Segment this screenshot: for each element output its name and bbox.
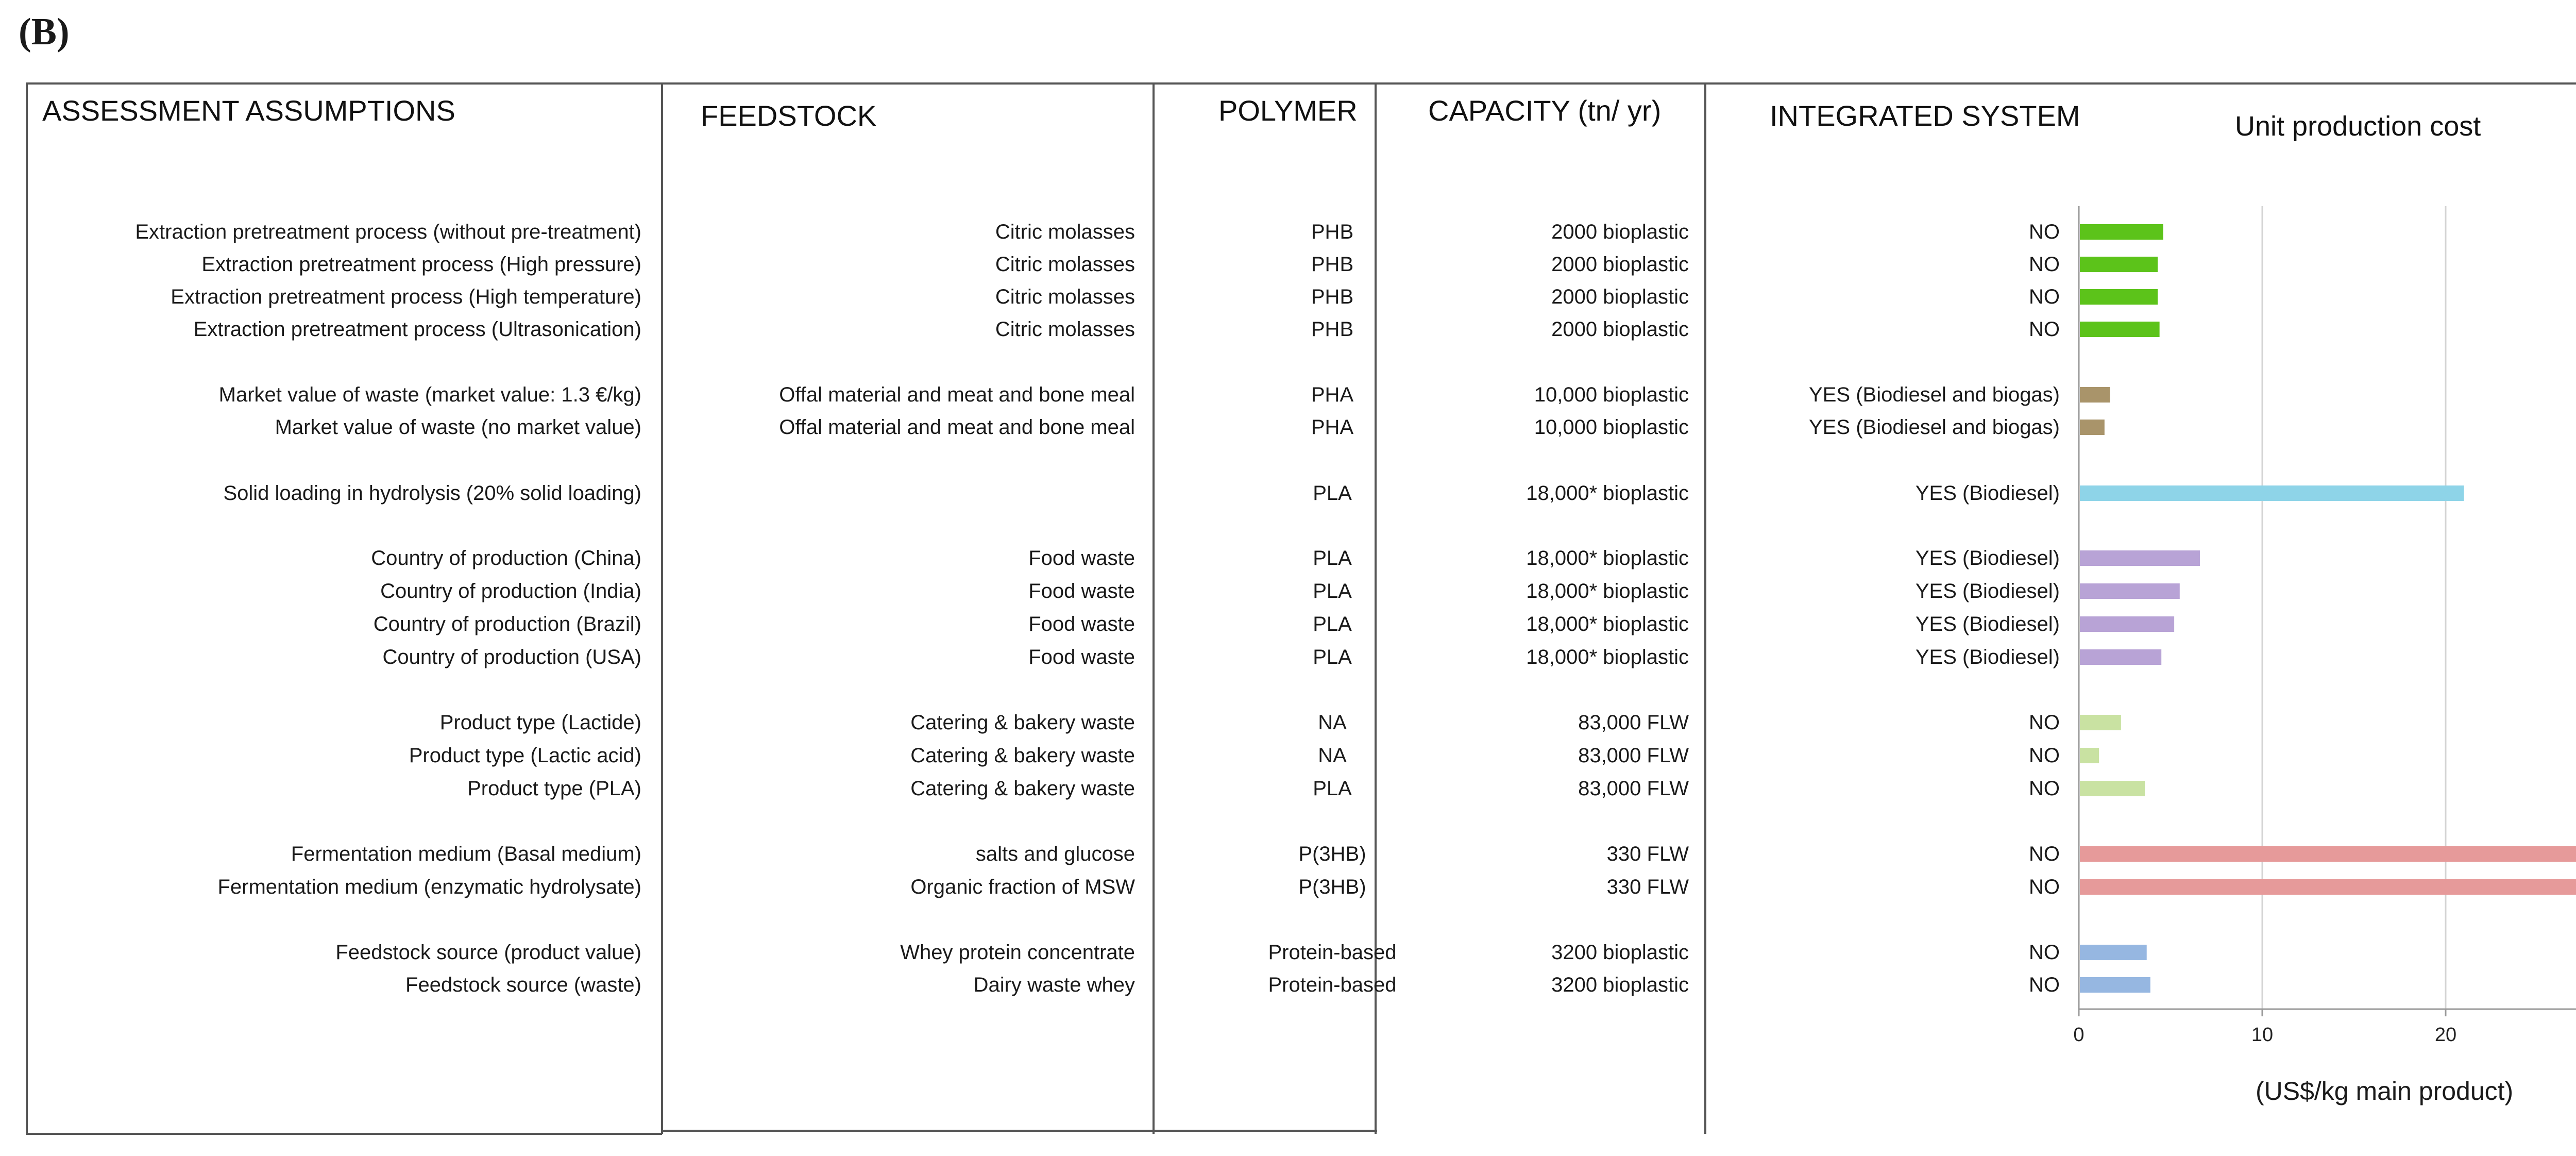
- bar: [2080, 977, 2150, 993]
- row-feedstock: Catering & bakery waste: [910, 777, 1135, 800]
- row-capacity: 18,000* bioplastic: [1526, 482, 1689, 505]
- row-polymer: PLA: [1313, 580, 1352, 602]
- header-integrated: INTEGRATED SYSTEM: [1770, 99, 2080, 132]
- chart-title: Unit production cost: [2235, 111, 2481, 142]
- x-tick-label: 20: [2434, 1024, 2457, 1046]
- row-capacity: 18,000* bioplastic: [1526, 547, 1689, 569]
- row-assumption: Country of production (Brazil): [373, 613, 641, 635]
- row-capacity: 18,000* bioplastic: [1526, 613, 1689, 635]
- row-integrated: NO: [2029, 221, 2060, 243]
- row-integrated: NO: [2029, 777, 2060, 800]
- row-assumption: Market value of waste (no market value): [275, 416, 641, 439]
- x-axis-title: (US$/kg main product): [2256, 1077, 2514, 1105]
- row-integrated: YES (Biodiesel): [1915, 547, 2060, 569]
- row-capacity: 18,000* bioplastic: [1526, 580, 1689, 602]
- bar: [2080, 583, 2180, 599]
- row-polymer: PHB: [1311, 318, 1354, 341]
- row-feedstock: Whey protein concentrate: [900, 941, 1135, 964]
- row-integrated: NO: [2029, 253, 2060, 276]
- row-feedstock: Food waste: [1028, 580, 1135, 602]
- x-tick-label: 0: [2073, 1024, 2084, 1046]
- header-feedstock: FEEDSTOCK: [701, 99, 877, 132]
- row-capacity: 10,000 bioplastic: [1534, 383, 1689, 406]
- row-integrated: NO: [2029, 744, 2060, 767]
- row-capacity: 2000 bioplastic: [1551, 318, 1689, 341]
- bar: [2080, 748, 2099, 763]
- header-polymer: POLYMER: [1218, 94, 1358, 127]
- row-polymer: PLA: [1313, 613, 1352, 635]
- row-polymer: P(3HB): [1298, 843, 1366, 865]
- row-polymer: PHB: [1311, 286, 1354, 308]
- bar: [2080, 879, 2576, 895]
- row-assumption: Market value of waste (market value: 1.3 €/kg): [218, 383, 641, 406]
- row-polymer: P(3HB): [1298, 876, 1366, 898]
- row-integrated: YES (Biodiesel): [1915, 646, 2060, 668]
- row-assumption: Fermentation medium (enzymatic hydrolysate): [217, 876, 641, 898]
- row-assumption: Extraction pretreatment process (without pre-treatment): [135, 221, 641, 243]
- row-integrated: YES (Biodiesel): [1915, 613, 2060, 635]
- row-assumption: Country of production (India): [380, 580, 641, 602]
- row-polymer: Protein-based: [1268, 974, 1397, 996]
- bar: [2080, 387, 2110, 403]
- bar: [2080, 322, 2160, 337]
- bar: [2080, 945, 2147, 960]
- row-feedstock: Citric molasses: [995, 221, 1135, 243]
- row-assumption: Feedstock source (product value): [335, 941, 641, 964]
- row-assumption: Solid loading in hydrolysis (20% solid loading): [223, 482, 641, 505]
- row-feedstock: Citric molasses: [995, 318, 1135, 341]
- row-assumption: Feedstock source (waste): [405, 974, 641, 996]
- row-capacity: 83,000 FLW: [1578, 777, 1689, 800]
- row-integrated: NO: [2029, 876, 2060, 898]
- row-feedstock: Citric molasses: [995, 253, 1135, 276]
- row-capacity: 2000 bioplastic: [1551, 286, 1689, 308]
- bar: [2080, 224, 2163, 240]
- row-assumption: Extraction pretreatment process (Ultrasonication): [193, 318, 641, 341]
- bar: [2080, 289, 2158, 305]
- row-polymer: PHB: [1311, 221, 1354, 243]
- row-feedstock: Dairy waste whey: [973, 974, 1135, 996]
- row-integrated: NO: [2029, 286, 2060, 308]
- bar: [2080, 781, 2145, 796]
- row-polymer: NA: [1318, 711, 1347, 734]
- row-capacity: 2000 bioplastic: [1551, 253, 1689, 276]
- row-feedstock: Catering & bakery waste: [910, 711, 1135, 734]
- row-feedstock: Offal material and meat and bone meal: [779, 383, 1135, 406]
- row-capacity: 330 FLW: [1606, 876, 1689, 898]
- row-integrated: YES (Biodiesel): [1915, 580, 2060, 602]
- bar: [2080, 715, 2121, 730]
- row-assumption: Fermentation medium (Basal medium): [291, 843, 641, 865]
- row-assumption: Extraction pretreatment process (High temperature): [171, 286, 641, 308]
- row-assumption: Country of production (China): [371, 547, 641, 569]
- row-capacity: 3200 bioplastic: [1551, 941, 1689, 964]
- row-assumption: Product type (Lactide): [439, 711, 641, 734]
- row-integrated: NO: [2029, 941, 2060, 964]
- x-tick-label: 10: [2251, 1024, 2274, 1046]
- panel-label: (B): [19, 11, 70, 53]
- bar: [2080, 550, 2200, 566]
- row-capacity: 330 FLW: [1606, 843, 1689, 865]
- row-integrated: YES (Biodiesel and biogas): [1809, 416, 2060, 439]
- row-capacity: 3200 bioplastic: [1551, 974, 1689, 996]
- row-polymer: PHB: [1311, 253, 1354, 276]
- row-polymer: PLA: [1313, 777, 1352, 800]
- row-integrated: YES (Biodiesel and biogas): [1809, 383, 2060, 406]
- row-polymer: PLA: [1313, 646, 1352, 668]
- row-integrated: NO: [2029, 843, 2060, 865]
- row-polymer: PLA: [1313, 482, 1352, 505]
- row-integrated: NO: [2029, 318, 2060, 341]
- row-feedstock: Offal material and meat and bone meal: [779, 416, 1135, 439]
- row-assumption: Extraction pretreatment process (High pressure): [201, 253, 641, 276]
- header-assumptions: ASSESSMENT ASSUMPTIONS: [42, 94, 455, 127]
- row-capacity: 2000 bioplastic: [1551, 221, 1689, 243]
- row-feedstock: Food waste: [1028, 646, 1135, 668]
- row-feedstock: Food waste: [1028, 547, 1135, 569]
- row-polymer: PHA: [1311, 383, 1354, 406]
- row-polymer: Protein-based: [1268, 941, 1397, 964]
- row-feedstock: Food waste: [1028, 613, 1135, 635]
- bar: [2080, 649, 2161, 665]
- row-assumption: Product type (Lactic acid): [409, 744, 641, 767]
- bar: [2080, 846, 2576, 862]
- bar: [2080, 420, 2105, 435]
- bar: [2080, 257, 2158, 272]
- row-integrated: YES (Biodiesel): [1915, 482, 2060, 505]
- row-capacity: 83,000 FLW: [1578, 711, 1689, 734]
- row-polymer: NA: [1318, 744, 1347, 767]
- row-capacity: 10,000 bioplastic: [1534, 416, 1689, 439]
- row-capacity: 18,000* bioplastic: [1526, 646, 1689, 668]
- header-capacity: CAPACITY (tn/ yr): [1428, 94, 1662, 127]
- row-integrated: NO: [2029, 711, 2060, 734]
- row-feedstock: Citric molasses: [995, 286, 1135, 308]
- bar: [2080, 616, 2174, 632]
- row-capacity: 83,000 FLW: [1578, 744, 1689, 767]
- row-polymer: PHA: [1311, 416, 1354, 439]
- row-polymer: PLA: [1313, 547, 1352, 569]
- row-feedstock: Organic fraction of MSW: [910, 876, 1135, 898]
- row-assumption: Product type (PLA): [467, 777, 641, 800]
- row-feedstock: Catering & bakery waste: [910, 744, 1135, 767]
- bar: [2080, 485, 2464, 501]
- row-feedstock: salts and glucose: [975, 843, 1135, 865]
- row-assumption: Country of production (USA): [382, 646, 641, 668]
- row-integrated: NO: [2029, 974, 2060, 996]
